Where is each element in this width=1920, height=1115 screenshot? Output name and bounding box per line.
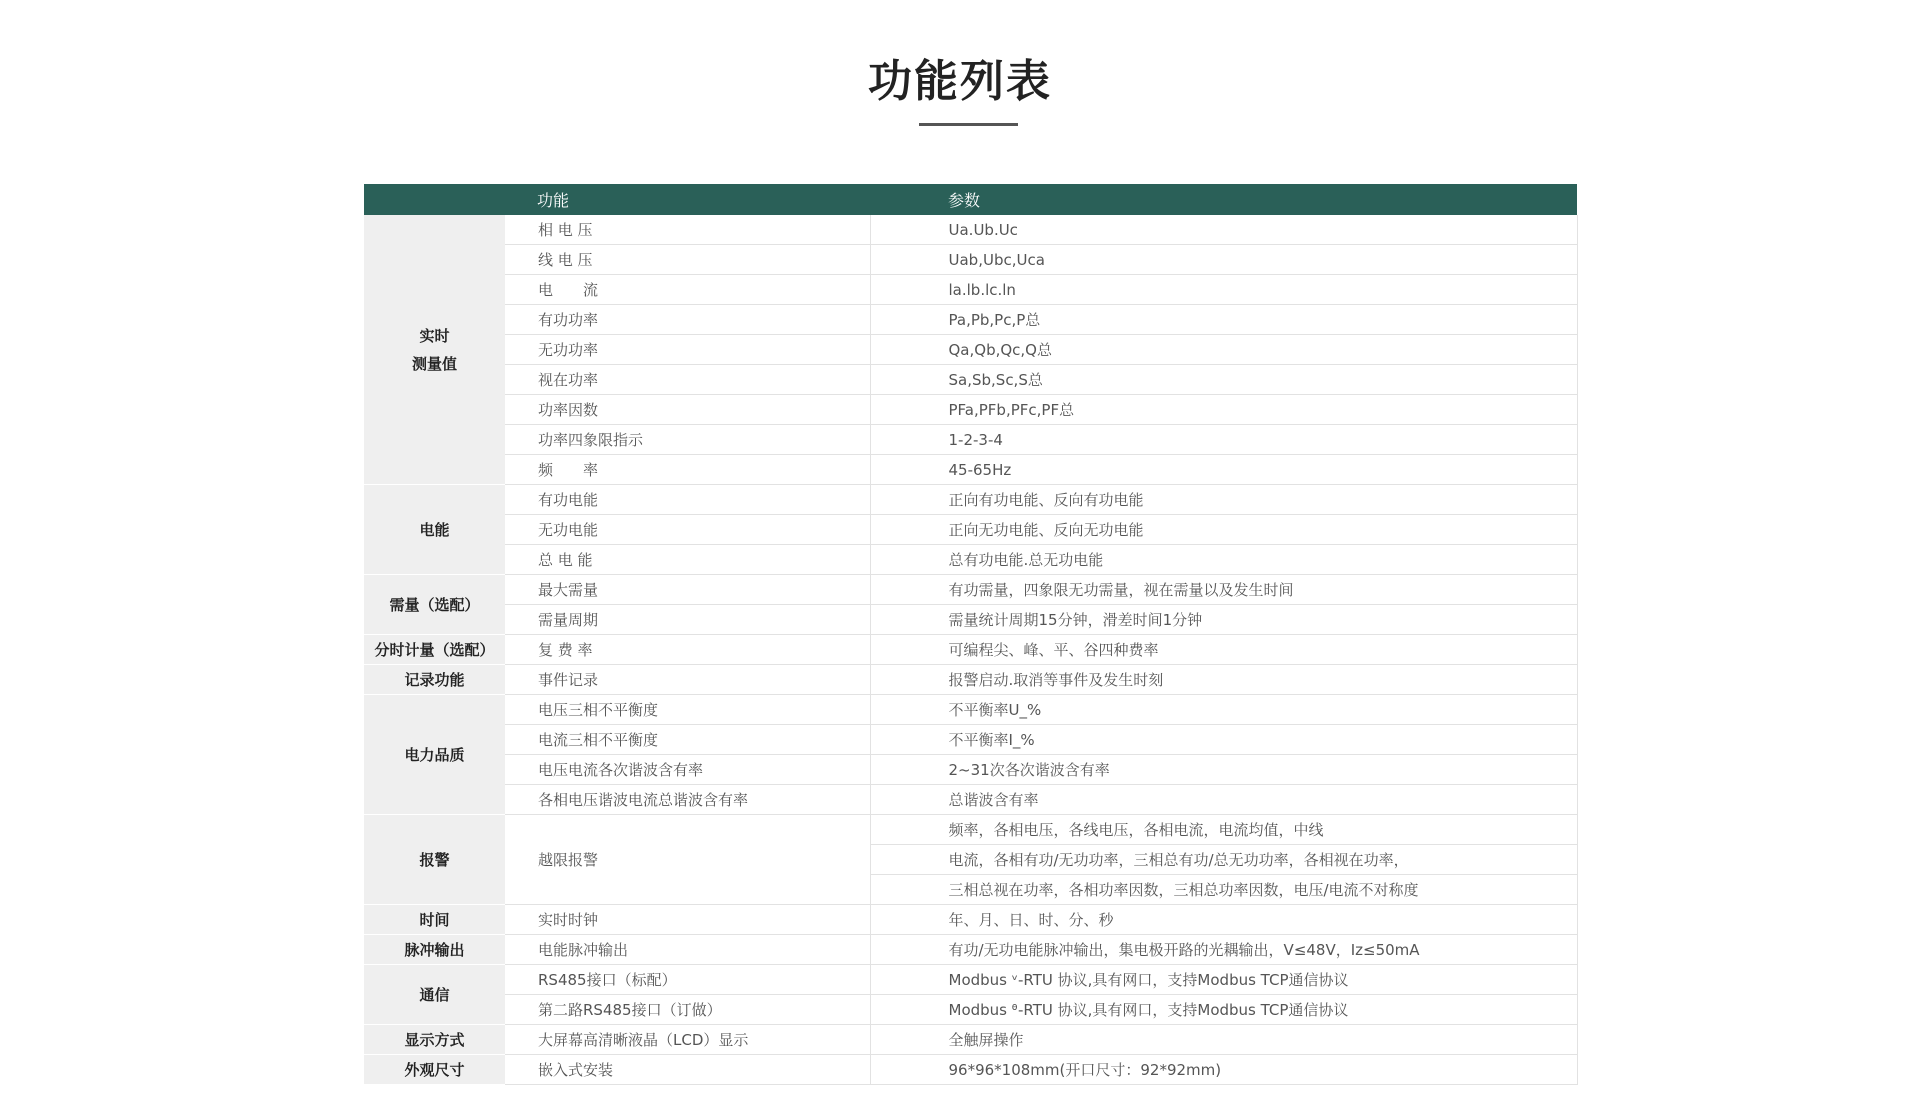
table-row: [364, 395, 1577, 425]
table-row: [364, 725, 1577, 755]
param-cell: Uab,Ubc,Uca: [870, 245, 1577, 275]
category-cell: 实时 测量值: [364, 215, 505, 485]
table-row: [364, 1055, 1577, 1085]
function-cell: 需量周期: [505, 605, 870, 635]
spec-table: [364, 184, 1578, 1085]
param-cell: Modbus ᵛ-RTU 协议,具有网口，支持Modbus TCP通信协议: [870, 965, 1577, 995]
category-cell: 电力品质: [364, 695, 505, 815]
function-cell: 相 电 压: [505, 215, 870, 245]
function-cell: 电压电流各次谐波含有率: [505, 755, 870, 785]
function-cell: 功率因数: [505, 395, 870, 425]
header-param: 参数: [870, 184, 1577, 215]
param-cell: 总谐波含有率: [870, 785, 1577, 815]
table-row: [364, 515, 1577, 545]
param-cell: 需量统计周期15分钟，滑差时间1分钟: [870, 605, 1577, 635]
function-cell: 电压三相不平衡度: [505, 695, 870, 725]
param-cell: Modbus ᶿ-RTU 协议,具有网口，支持Modbus TCP通信协议: [870, 995, 1577, 1025]
function-cell: 有功功率: [505, 305, 870, 335]
param-cell: Ua.Ub.Uc: [870, 215, 1577, 245]
param-cell: 有功/无功电能脉冲输出，集电极开路的光耦输出，V≤48V，Iz≤50mA: [870, 935, 1577, 965]
category-cell: 脉冲输出: [364, 935, 505, 965]
table-row: [364, 485, 1577, 515]
param-cell: 正向无功电能、反向无功电能: [870, 515, 1577, 545]
function-cell: 各相电压谐波电流总谐波含有率: [505, 785, 870, 815]
category-cell: 报警: [364, 815, 505, 905]
function-cell: 嵌入式安装: [505, 1055, 870, 1085]
table-row: [364, 635, 1577, 665]
param-cell: 96*96*108mm(开口尺寸：92*92mm): [870, 1055, 1577, 1085]
function-cell: 功率四象限指示: [505, 425, 870, 455]
table-row: [364, 665, 1577, 695]
category-cell: 通信: [364, 965, 505, 1025]
function-cell: 电 流: [505, 275, 870, 305]
function-cell: 线 电 压: [505, 245, 870, 275]
category-cell: 电能: [364, 485, 505, 575]
table-row: [364, 785, 1577, 815]
header-category: [364, 184, 505, 215]
table-row: [364, 545, 1577, 575]
function-cell: 有功电能: [505, 485, 870, 515]
table-row: [364, 755, 1577, 785]
param-cell: 年、月、日、时、分、秒: [870, 905, 1577, 935]
function-cell: 第二路RS485接口（订做）: [505, 995, 870, 1025]
title-underline: [919, 123, 1018, 126]
table-row: [364, 965, 1577, 995]
function-cell: 视在功率: [505, 365, 870, 395]
table-row: [364, 455, 1577, 485]
param-cell: 不平衡率I_%: [870, 725, 1577, 755]
table-row: [364, 275, 1577, 305]
function-cell: 事件记录: [505, 665, 870, 695]
function-cell: 复 费 率: [505, 635, 870, 665]
table-row: [364, 815, 1577, 845]
category-cell: 显示方式: [364, 1025, 505, 1055]
category-cell: 外观尺寸: [364, 1055, 505, 1085]
category-cell: 分时计量（选配）: [364, 635, 505, 665]
spec-table-header: [364, 184, 1577, 215]
param-cell: 1-2-3-4: [870, 425, 1577, 455]
spec-table-body: [364, 215, 1577, 1085]
table-row: [364, 605, 1577, 635]
param-cell: 报警启动.取消等事件及发生时刻: [870, 665, 1577, 695]
function-cell: 总 电 能: [505, 545, 870, 575]
function-cell: 电能脉冲输出: [505, 935, 870, 965]
param-cell: 45-65Hz: [870, 455, 1577, 485]
category-cell: 需量（选配）: [364, 575, 505, 635]
table-row: [364, 305, 1577, 335]
param-cell: 不平衡率U_%: [870, 695, 1577, 725]
function-cell: 频 率: [505, 455, 870, 485]
table-row: [364, 365, 1577, 395]
category-cell: 记录功能: [364, 665, 505, 695]
function-cell: 无功功率: [505, 335, 870, 365]
table-row: [364, 935, 1577, 965]
function-cell: 大屏幕高清晰液晶（LCD）显示: [505, 1025, 870, 1055]
table-row: [364, 215, 1577, 245]
function-cell: 越限报警: [505, 815, 870, 905]
page-title: 功能列表: [868, 56, 1052, 107]
table-row: [364, 695, 1577, 725]
param-cell: 频率，各相电压，各线电压，各相电流，电流均值，中线: [870, 815, 1577, 845]
function-cell: 最大需量: [505, 575, 870, 605]
param-cell: Pa,Pb,Pc,P总: [870, 305, 1577, 335]
table-row: [364, 1025, 1577, 1055]
param-cell: 电流，各相有功/无功功率，三相总有功/总无功功率，各相视在功率，: [870, 845, 1577, 875]
header-function: 功能: [505, 184, 870, 215]
table-row: [364, 905, 1577, 935]
category-cell: 时间: [364, 905, 505, 935]
function-cell: 实时时钟: [505, 905, 870, 935]
table-row: [364, 995, 1577, 1025]
param-cell: 正向有功电能、反向有功电能: [870, 485, 1577, 515]
table-row: [364, 245, 1577, 275]
param-cell: 全触屏操作: [870, 1025, 1577, 1055]
param-cell: PFa,PFb,PFc,PF总: [870, 395, 1577, 425]
table-row: [364, 575, 1577, 605]
function-cell: 无功电能: [505, 515, 870, 545]
param-cell: 有功需量，四象限无功需量，视在需量以及发生时间: [870, 575, 1577, 605]
table-row: [364, 425, 1577, 455]
param-cell: 2~31次各次谐波含有率: [870, 755, 1577, 785]
param-cell: 三相总视在功率，各相功率因数，三相总功率因数，电压/电流不对称度: [870, 875, 1577, 905]
function-cell: 电流三相不平衡度: [505, 725, 870, 755]
param-cell: Qa,Qb,Qc,Q总: [870, 335, 1577, 365]
param-cell: Sa,Sb,Sc,S总: [870, 365, 1577, 395]
param-cell: la.lb.lc.ln: [870, 275, 1577, 305]
param-cell: 总有功电能.总无功电能: [870, 545, 1577, 575]
param-cell: 可编程尖、峰、平、谷四种费率: [870, 635, 1577, 665]
function-cell: RS485接口（标配）: [505, 965, 870, 995]
table-row: [364, 335, 1577, 365]
